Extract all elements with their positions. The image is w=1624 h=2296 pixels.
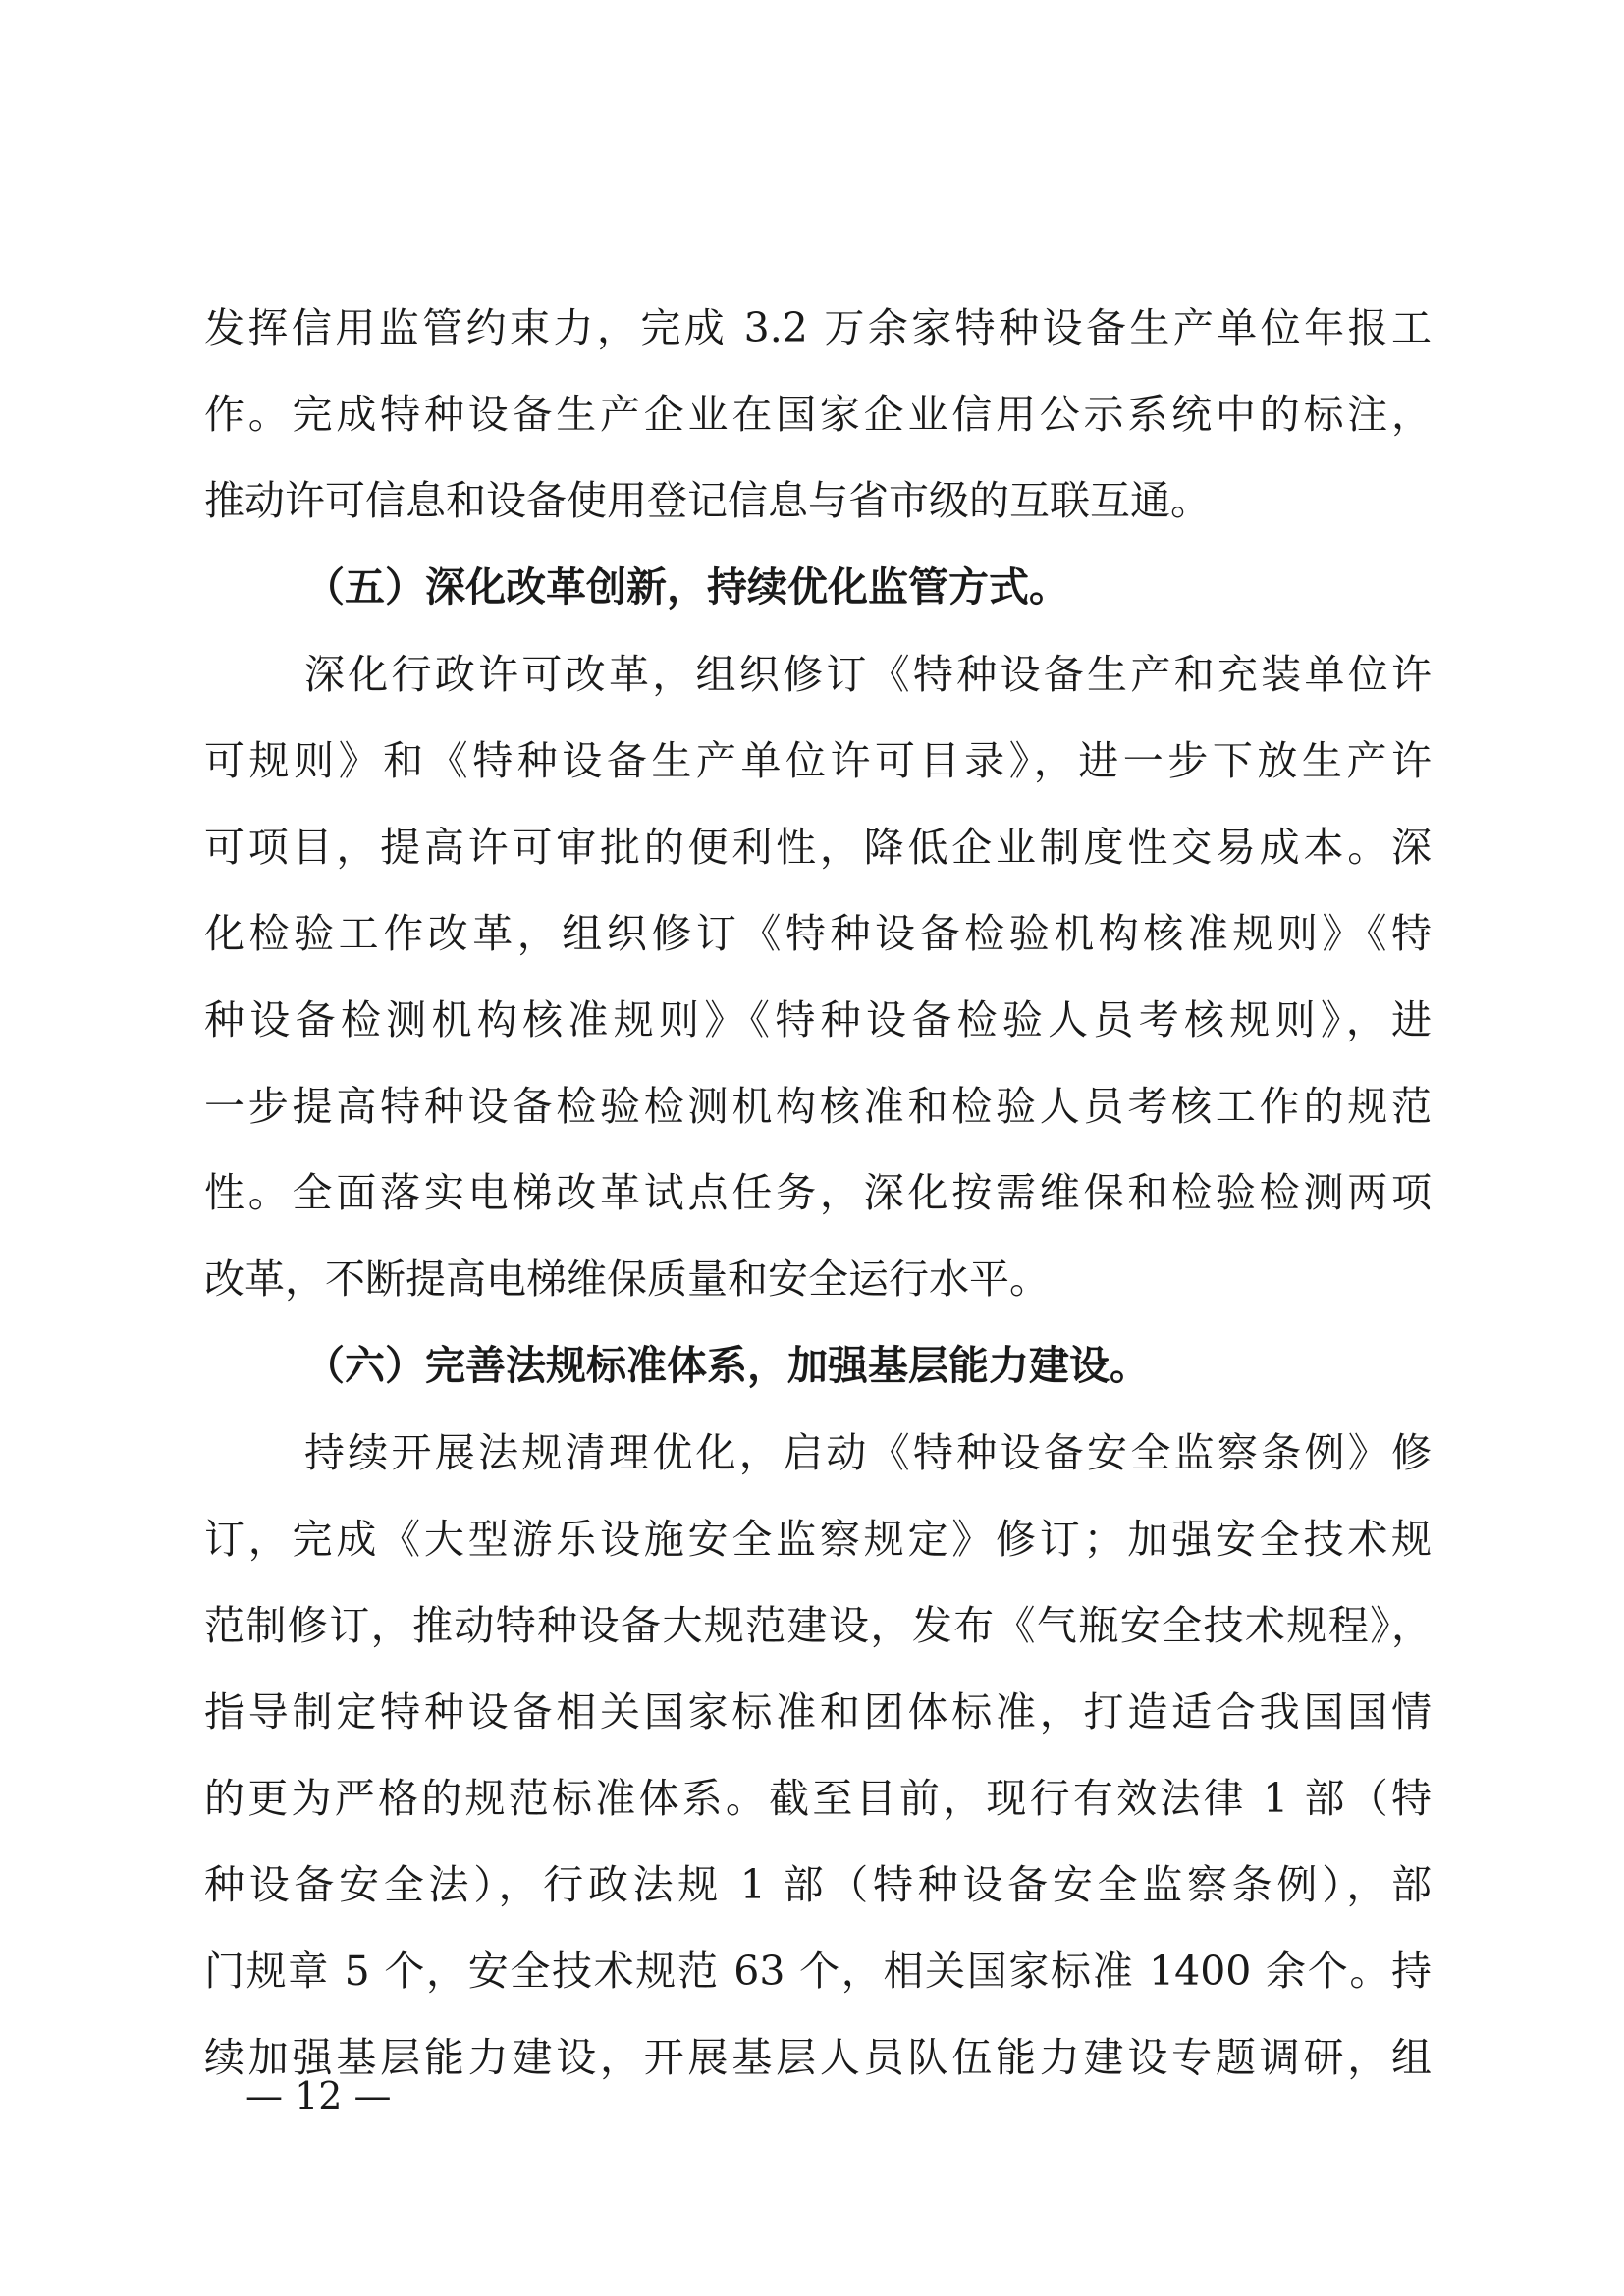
body-line: 可规则》和《特种设备生产单位许可目录》，进一步下放生产许 [204, 737, 1432, 784]
body-line: 深化行政许可改革，组织修订《特种设备生产和充装单位许 [304, 651, 1432, 698]
body-line: 化检验工作改革，组织修订《特种设备检验机构核准规则》《特 [204, 910, 1432, 957]
body-line: 的更为严格的规范标准体系。截至目前，现行有效法律 1 部（特 [204, 1775, 1432, 1822]
body-line: 推动许可信息和设备使用登记信息与省市级的互联互通。 [204, 477, 1211, 524]
body-line: 发挥信用监管约束力，完成 3.2 万余家特种设备生产单位年报工 [204, 304, 1432, 351]
body-line: 门规章 5 个，安全技术规范 63 个，相关国家标准 1400 余个。持 [204, 1948, 1432, 1995]
section-heading: （五）深化改革创新，持续优化监管方式。 [304, 563, 1069, 611]
body-line: 种设备检测机构核准规则》《特种设备检验人员考核规则》，进 [204, 996, 1432, 1043]
body-line: 指导制定特种设备相关国家标准和团体标准，打造适合我国国情 [204, 1688, 1432, 1735]
body-line: 持续开展法规清理优化，启动《特种设备安全监察条例》修 [304, 1429, 1432, 1476]
body-line: 续加强基层能力建设，开展基层人员队伍能力建设专题调研，组 [204, 2034, 1432, 2081]
body-line: 性。全面落实电梯改革试点任务，深化按需维保和检验检测两项 [204, 1169, 1432, 1216]
page-number: — 12 — [245, 2074, 392, 2117]
body-line: 可项目，提高许可审批的便利性，降低企业制度性交易成本。深 [204, 824, 1432, 871]
body-line: 改革，不断提高电梯维保质量和安全运行水平。 [204, 1255, 1050, 1303]
body-line: 一步提高特种设备检验检测机构核准和检验人员考核工作的规范 [204, 1083, 1432, 1130]
body-line: 范制修订，推动特种设备大规范建设，发布《气瓶安全技术规程》， [204, 1602, 1432, 1649]
body-line: 种设备安全法），行政法规 1 部（特种设备安全监察条例），部 [204, 1861, 1432, 1908]
body-line: 作。完成特种设备生产企业在国家企业信用公示系统中的标注， [204, 391, 1432, 438]
body-line: 订，完成《大型游乐设施安全监察规定》修订；加强安全技术规 [204, 1516, 1432, 1563]
section-heading: （六）完善法规标准体系，加强基层能力建设。 [304, 1342, 1150, 1389]
